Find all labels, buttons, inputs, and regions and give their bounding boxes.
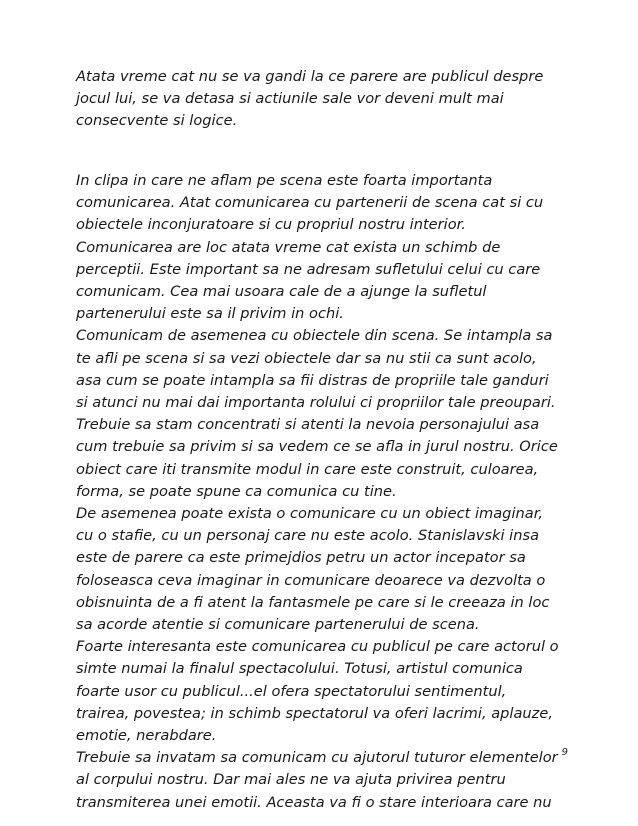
text-line: simte numai la finalul spectacolului. Totusi, artistul comunica: [76, 660, 523, 678]
text-line: emotie, nerabdare.: [76, 727, 217, 745]
text-line: Foarte interesanta este comunicarea cu publicul pe care actorul o: [76, 638, 559, 656]
text-line: perceptii. Este important sa ne adresam sufletului celui cu care: [76, 260, 541, 278]
text-line: te afli pe scena si sa vezi obiectele dar sa nu stii ca sunt acolo,: [76, 349, 537, 367]
text-line: foarte usor cu publicul...el ofera spectatorului sentimentul,: [76, 682, 507, 700]
page-number: 9: [561, 747, 568, 758]
text-line: transmiterea unei emotii. Aceasta va fi o stare interioara care nu: [76, 793, 552, 811]
text-line: consecvente si logice.: [76, 112, 238, 130]
text-line: partenerului este sa il privim in ochi.: [76, 305, 344, 323]
text-line: cu o stafie, cu un personaj care nu este acolo. Stanislavski insa: [76, 527, 540, 545]
paragraph-1: [76, 66, 576, 133]
text-line: obiectele inconjuratoare si cu propriul nostru interior.: [76, 216, 466, 234]
text-line: si atunci nu mai dai importanta rolului ci propriilor tale preoupari.: [76, 394, 556, 412]
text-line: asa cum se poate intampla sa fii distras de propriile tale ganduri: [76, 371, 549, 389]
text-line: Comunicam de asemenea cu obiectele din scena. Se intampla sa: [76, 327, 553, 345]
text-line: forma, se poate spune ca comunica cu tine.: [76, 482, 397, 500]
text-line: Atata vreme cat nu se va gandi la ce parere are publicul despre: [76, 68, 544, 85]
text-line: este de parere ca este primejdios petru un actor incepator sa: [76, 549, 526, 567]
text-line: comunicarea. Atat comunicarea cu partenerii de scena cat si cu: [76, 194, 544, 212]
text-line: Comunicarea are loc atata vreme cat exista un schimb de: [76, 238, 501, 256]
text-line: al corpului nostru. Dar mai ales ne va ajuta privirea pentru: [76, 771, 506, 789]
text-line: Trebuie sa stam concentrati si atenti la nevoia personajului asa: [76, 416, 540, 434]
text-line: sa acorde atentie si comunicare partenerului de scena.: [76, 616, 480, 634]
text-line: cum trebuie sa privim si sa vedem ce se afla in jurul nostru. Orice: [76, 438, 558, 456]
text-line: comunicam. Cea mai usoara cale de a ajunge la sufletul: [76, 283, 487, 301]
text-line: obisnuinta de a fi atent la fantasmele pe care si le creeaza in loc: [76, 593, 550, 611]
text-line: De asemenea poate exista o comunicare cu un obiect imaginar,: [76, 505, 543, 523]
text-line: obiect care iti transmite modul in care este construit, culoarea,: [76, 460, 539, 478]
text-line: Trebuie sa invatam sa comunicam cu ajutorul tuturor elementelor: [76, 749, 558, 767]
text-line: trairea, povestea; in schimb spectatorul va oferi lacrimi, aplauze,: [76, 704, 553, 722]
text-line: foloseasca ceva imaginar in comunicare deoarece va dezvolta o: [76, 571, 546, 589]
paragraph-2: [76, 170, 576, 814]
text-line: In clipa in care ne aflam pe scena este foarta importanta: [76, 172, 493, 189]
text-line: jocul lui, se va detasa si actiunile sale vor deveni mult mai: [76, 90, 504, 108]
